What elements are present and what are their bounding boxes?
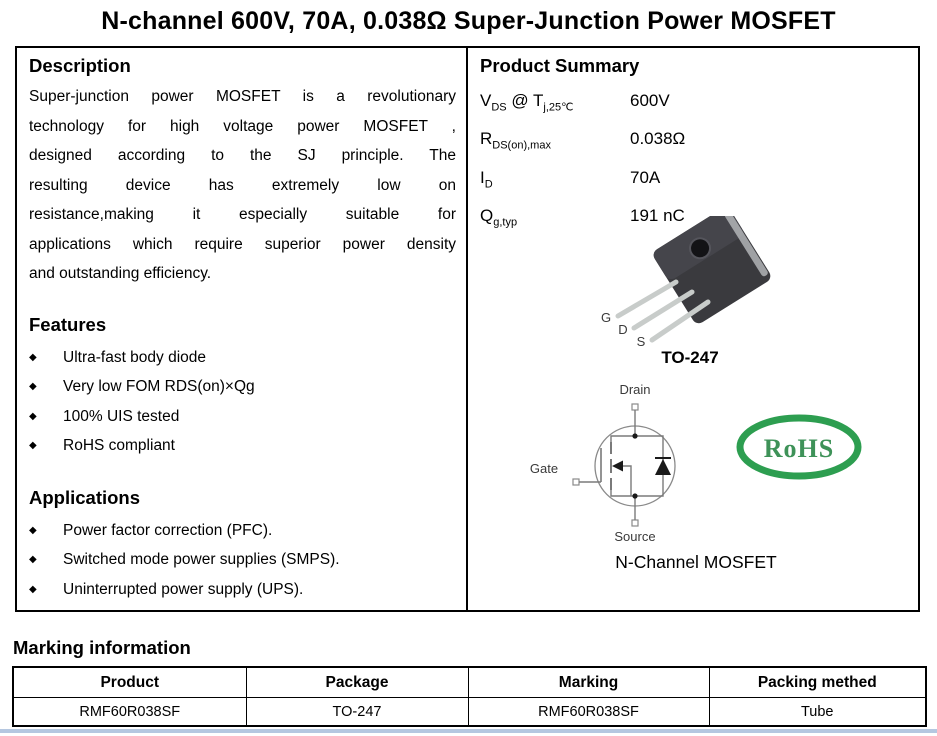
cell-package: TO-247 bbox=[246, 698, 468, 727]
features-heading: Features bbox=[29, 313, 107, 335]
cell-product: RMF60R038SF bbox=[13, 698, 246, 727]
source-label: Source bbox=[614, 529, 656, 544]
rohs-logo bbox=[732, 412, 868, 484]
rohs-label: RoHS bbox=[763, 434, 835, 463]
feature-item-label: Very low FOM RDS(on)×Qg bbox=[63, 378, 255, 395]
description-line: and outstanding efficiency. bbox=[29, 265, 212, 282]
application-item-label: Power factor correction (PFC). bbox=[63, 521, 273, 539]
diamond-bullet-icon: ◆ bbox=[29, 381, 37, 392]
summary-param-value: 191 nC bbox=[630, 206, 685, 226]
feature-item bbox=[29, 372, 456, 402]
marking-table-header-row bbox=[13, 667, 926, 698]
diamond-bullet-icon: ◆ bbox=[29, 524, 37, 536]
package-pin-label-source: S bbox=[636, 334, 646, 349]
diamond-bullet-icon: ◆ bbox=[29, 440, 37, 451]
package-name: TO-247 bbox=[661, 348, 719, 367]
column-header-packing-method: Packing methed bbox=[709, 667, 926, 698]
description-line: designed according to the SJ principle. The bbox=[29, 147, 456, 164]
column-header-package: Package bbox=[246, 667, 468, 698]
package-pin-label-gate: G bbox=[600, 310, 612, 325]
description-line: Super-junction power MOSFET is a revolutionary bbox=[29, 88, 456, 105]
feature-item bbox=[29, 431, 456, 461]
footer-divider bbox=[0, 729, 937, 733]
description-heading: Description bbox=[29, 55, 131, 76]
page-title: N-channel 600V, 70A, 0.038Ω Super-Junction Power MOSFET bbox=[101, 7, 836, 35]
cell-marking: RMF60R038SF bbox=[468, 698, 709, 727]
summary-row bbox=[480, 85, 918, 123]
diamond-bullet-icon: ◆ bbox=[29, 583, 37, 595]
description-line: resulting device has extremely low on bbox=[29, 176, 456, 194]
summary-param-value: 70A bbox=[630, 167, 661, 187]
marking-table bbox=[12, 666, 927, 727]
features-list bbox=[29, 343, 456, 461]
application-item bbox=[29, 575, 456, 605]
left-column bbox=[17, 48, 468, 610]
diamond-bullet-icon: ◆ bbox=[29, 351, 37, 363]
application-item bbox=[29, 545, 456, 575]
column-header-product: Product bbox=[13, 667, 246, 698]
application-item bbox=[29, 516, 456, 546]
diamond-bullet-icon: ◆ bbox=[29, 410, 37, 422]
overview-box bbox=[15, 46, 920, 612]
summary-param-label: $I_D$ bbox=[480, 167, 493, 191]
right-column bbox=[468, 48, 918, 610]
diamond-bullet-icon: ◆ bbox=[29, 554, 37, 565]
marking-heading: Marking information bbox=[13, 637, 191, 658]
feature-item-label: Ultra-fast body diode bbox=[63, 348, 207, 366]
summary-row bbox=[480, 162, 918, 200]
description-text bbox=[29, 82, 456, 289]
symbol-caption: N-Channel MOSFET bbox=[615, 552, 777, 572]
column-header-marking: Marking bbox=[468, 667, 709, 698]
description-line: resistance,making it especially suitable for bbox=[29, 206, 456, 223]
description-line: technology for high voltage power MOSFET , bbox=[29, 117, 456, 135]
feature-item bbox=[29, 343, 456, 373]
summary-param-value: 600V bbox=[630, 91, 670, 110]
gate-label: Gate bbox=[529, 461, 559, 476]
summary-param-label: $Q_{g,typ}$ bbox=[480, 206, 518, 229]
feature-item-label: 100% UIS tested bbox=[63, 407, 180, 425]
summary-param-label: $V_{DS}$ @ $T_{j,25℃}$ bbox=[480, 91, 574, 114]
drain-label: Drain bbox=[619, 382, 651, 397]
feature-item bbox=[29, 402, 456, 432]
cell-packing-method: Tube bbox=[709, 698, 926, 727]
product-summary-heading: Product Summary bbox=[480, 55, 640, 76]
summary-row bbox=[480, 123, 918, 161]
summary-param-label: $R_{DS(on),max}$ bbox=[480, 129, 551, 152]
feature-item-label: RoHS compliant bbox=[63, 437, 175, 454]
package-photo bbox=[560, 216, 820, 351]
package-pin-label-drain: D bbox=[618, 322, 628, 337]
description-line: applications which require superior power density bbox=[29, 235, 456, 253]
applications-heading: Applications bbox=[29, 486, 141, 508]
table-row bbox=[13, 698, 926, 727]
summary-param-value: 0.038Ω bbox=[630, 129, 686, 149]
application-item-label: Uninterrupted power supply (UPS). bbox=[63, 580, 304, 598]
application-item-label: Switched mode power supplies (SMPS). bbox=[63, 551, 340, 568]
applications-list bbox=[29, 516, 456, 605]
